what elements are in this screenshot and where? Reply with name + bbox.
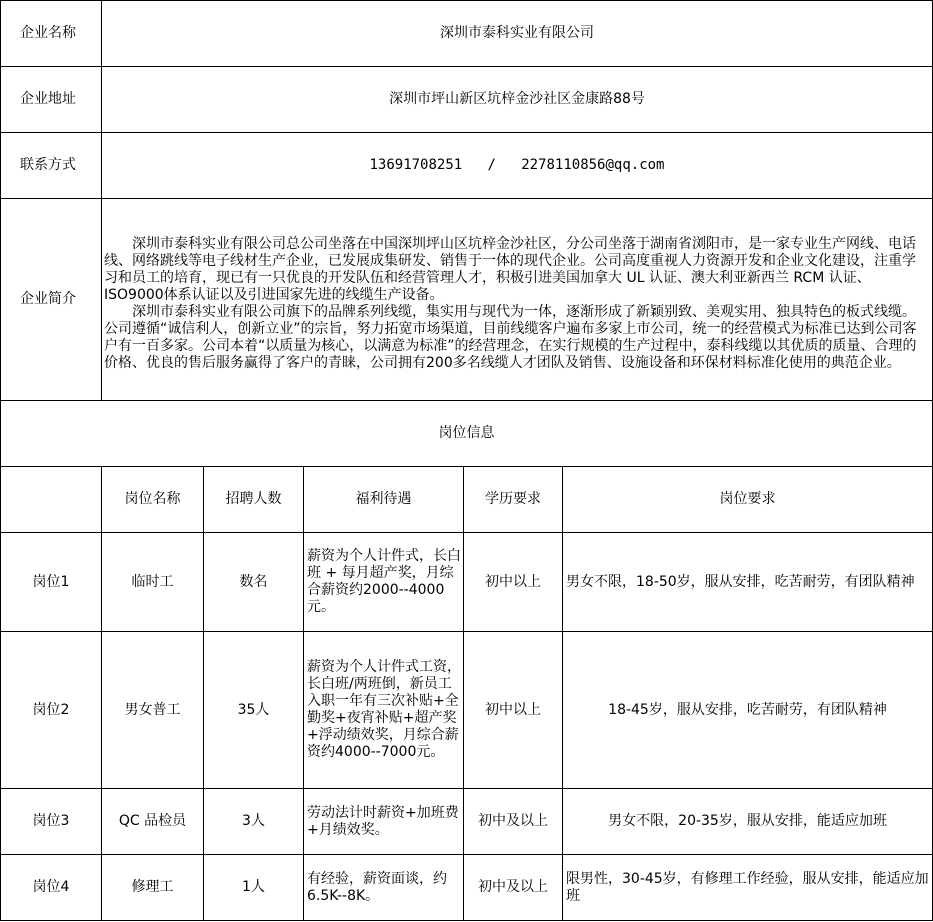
header-education: 学历要求: [464, 467, 563, 533]
company-name-value: 深圳市泰科实业有限公司: [102, 1, 933, 67]
job-education: 初中及以上: [464, 789, 563, 855]
jobs-section-row: [1, 401, 933, 467]
header-job-title: 岗位名称: [102, 467, 204, 533]
jobs-header-empty: [1, 467, 102, 533]
job-education: 初中以上: [464, 533, 563, 632]
job-benefits: 薪资为个人计件式工资，长白班/两班倒，新员工入职一年有三次补贴+全勤奖+夜宵补贴+超产奖+浮动绩效奖，月综合薪资约4000--7000元。: [304, 632, 464, 789]
company-intro-paragraph-1: 深圳市泰科实业有限公司总公司坐落在中国深圳坪山区坑梓金沙社区，分公司坐落于湖南省浏阳市，是一家专业生产网线、电话线、网络跳线等电子线材生产企业，已发展成集研发、销售于一体的现代企业。公司高度重视人力资源开发和企业文化建设，注重学习和员工的培育，现已有一只优良的开发队伍和经营管理人才，积极引进美国加拿大 UL 认证、澳大利亚新西兰 RCM 认证、ISO9000体系认证以及引进国家先进的线缆生产设备。: [104, 235, 916, 303]
job-education: 初中及以上: [464, 855, 563, 921]
jobs-section-title: 岗位信息: [1, 401, 933, 467]
job-title: 男女普工: [102, 632, 204, 789]
jobs-header-row: [1, 467, 933, 533]
job-requirements: 限男性，30-45岁，有修理工作经验，服从安排，能适应加班: [563, 855, 933, 921]
job-requirements: 男女不限，20-35岁，服从安排，能适应加班: [563, 789, 933, 855]
header-requirements: 岗位要求: [563, 467, 933, 533]
job-label: 岗位4: [1, 855, 102, 921]
company-intro-label: 企业简介: [1, 199, 102, 401]
job-headcount: 3人: [204, 789, 304, 855]
header-benefits: 福利待遇: [304, 467, 464, 533]
job-title: 修理工: [102, 855, 204, 921]
job-row: [1, 533, 933, 632]
job-row: [1, 789, 933, 855]
job-benefits: 有经验，薪资面谈，约6.5K--8K。: [304, 855, 464, 921]
company-address-label: 企业地址: [1, 67, 102, 133]
company-address-row: [1, 67, 933, 133]
job-education: 初中以上: [464, 632, 563, 789]
job-benefits: 薪资为个人计件式，长白班 + 每月超产奖，月综合薪资约2000--4000元。: [304, 533, 464, 632]
company-contact-value: 13691708251 / 2278110856@qq.com: [102, 133, 933, 199]
job-label: 岗位3: [1, 789, 102, 855]
job-headcount: 35人: [204, 632, 304, 789]
job-row: [1, 632, 933, 789]
company-address-value: 深圳市坪山新区坑梓金沙社区金康路88号: [102, 67, 933, 133]
job-row: [1, 855, 933, 921]
company-contact-row: [1, 133, 933, 199]
job-requirements: 18-45岁，服从安排，吃苦耐劳，有团队精神: [563, 632, 933, 789]
job-title: 临时工: [102, 533, 204, 632]
header-headcount: 招聘人数: [204, 467, 304, 533]
company-intro-paragraph-2: 深圳市泰科实业有限公司旗下的品牌系列线缆，集实用与现代为一体，逐渐形成了新颖别致、美观实用、独具特色的板式线缆。公司遵循“诚信利人，创新立业”的宗旨，努力拓宽市场渠道，目前线缆客户遍布多家上市公司，统一的经营模式为标准已达到公司客户有一百多家。公司本着“以质量为核心，以满意为标准”的经营理念，在实行规模的生产过程中，泰科线缆以其优质的质量、合理的价格、优良的售后服务赢得了客户的青睐，公司拥有200多名线缆人才团队及销售、设施设备和环保材料标准化使用的典范企业。: [104, 303, 917, 371]
company-name-row: [1, 1, 933, 67]
company-contact-label: 联系方式: [1, 133, 102, 199]
job-label: 岗位1: [1, 533, 102, 632]
company-name-label: 企业名称: [1, 1, 102, 67]
job-label: 岗位2: [1, 632, 102, 789]
job-headcount: 数名: [204, 533, 304, 632]
company-intro-body: [102, 199, 933, 401]
job-title: QC 品检员: [102, 789, 204, 855]
company-intro-row: [1, 199, 933, 401]
job-requirements: 男女不限，18-50岁，服从安排，吃苦耐劳，有团队精神: [563, 533, 933, 632]
job-headcount: 1人: [204, 855, 304, 921]
job-benefits: 劳动法计时薪资+加班费+月绩效奖。: [304, 789, 464, 855]
